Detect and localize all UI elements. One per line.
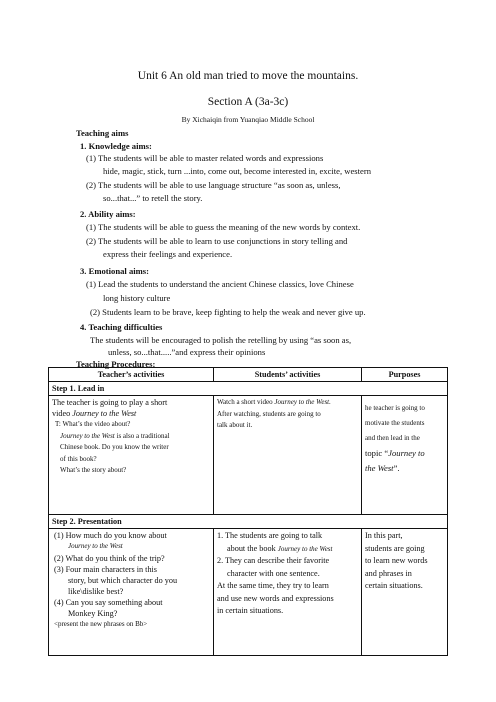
s2-teacher-line: (3) Four main characters in this: [54, 564, 157, 574]
step-1-content-row: [49, 396, 448, 515]
step-2-content-row: [49, 529, 448, 656]
s1-teacher-line: of this book?: [60, 454, 97, 463]
knowledge-aim-1: (1) The students will be able to master related words and expressions: [86, 153, 324, 163]
step-1-students-cell: [214, 396, 362, 515]
step-1-row: [49, 382, 448, 396]
step-1-label: Step 1. Lead in: [49, 382, 448, 396]
s2-students-line: 2. They can describe their favorite: [217, 556, 330, 565]
ability-aim-1: (1) The students will be able to guess the meaning of the new words by context.: [86, 222, 361, 232]
step-2-students-cell: [214, 529, 362, 656]
teaching-aims-heading: Teaching aims: [76, 128, 129, 138]
s1-students-line: talk about it.: [217, 421, 253, 429]
ability-aim-2: (2) The students will be able to learn to use conjunctions in story telling and: [86, 236, 348, 246]
ability-aim-2-cont: express their feelings and experience.: [103, 249, 233, 259]
teaching-difficulty-1-cont: unless, so...that.....”and express their opinions: [108, 347, 266, 357]
s2-teacher-line: story, but which character do you: [68, 575, 178, 585]
s2-students-line: character with one sentence.: [227, 568, 320, 578]
s1-purpose-line: he teacher is going to: [365, 404, 425, 412]
s2-teacher-line: (4) Can you say something about: [54, 597, 163, 607]
header-teacher: Teacher’s activities: [49, 368, 214, 382]
s2-students-line: about the book Journey to the West: [227, 543, 333, 553]
s1-teacher-line: Journey to the West is also a traditional: [60, 431, 170, 440]
step-2-teacher-cell: [49, 529, 214, 656]
step-1-purpose-cell: [362, 396, 448, 515]
header-purposes: Purposes: [362, 368, 448, 382]
step-1-teacher-cell: [49, 396, 214, 515]
knowledge-aims-heading: 1. Knowledge aims:: [80, 141, 152, 151]
s2-purpose-line: to learn new words: [365, 556, 428, 565]
s2-teacher-line: (1) How much do you know about: [54, 531, 167, 540]
emotional-aim-2: (2) Students learn to be brave, keep fighting to help the weak and never give up.: [90, 307, 366, 317]
s1-teacher-line: T: What’s the video about?: [55, 420, 131, 428]
s2-students-line: and use new words and expressions: [217, 593, 334, 603]
step-2-label: Step 2. Presentation: [49, 515, 448, 529]
s1-students-line: Watch a short video Journey to the West.: [217, 398, 331, 406]
knowledge-aim-2: (2) The students will be able to use language structure “as soon as, unless,: [86, 180, 341, 190]
s1-teacher-line: video Journey to the West: [52, 409, 137, 418]
s1-teacher-line: Chinese book. Do you know the writer: [60, 443, 169, 451]
ability-aims-heading: 2. Ability aims:: [80, 209, 136, 219]
s2-purpose-line: and phrases in: [365, 568, 412, 578]
header-students: Students’ activities: [214, 368, 362, 382]
s1-purpose-line: the West”.: [365, 463, 400, 473]
procedures-table: [48, 367, 448, 656]
knowledge-aim-2-cont: so...that...” to retell the story.: [103, 193, 203, 203]
s1-purpose-line: topic “Journey to: [365, 448, 425, 458]
table-header-row: [49, 368, 448, 382]
author-byline: By Xichaiqin from Yuanqiao Middle School: [181, 115, 315, 124]
teaching-procedures-heading: Teaching Procedures:: [76, 359, 156, 369]
s2-teacher-line: <present the new phrases on Bb>: [54, 619, 148, 628]
s1-students-line: After watching, students are going to: [217, 409, 321, 418]
s2-purpose-line: students are going: [365, 543, 425, 553]
step-2-row: [49, 515, 448, 529]
emotional-aims-heading: 3. Emotional aims:: [80, 266, 149, 276]
s1-teacher-line: What’s the story about?: [60, 466, 127, 474]
emotional-aim-1: (1) Lead the students to understand the ancient Chinese classics, love Chinese: [86, 279, 354, 289]
knowledge-aim-1-words: hide, magic, stick, turn ...into, come out, become interested in, excite, western: [103, 166, 371, 176]
s2-students-line: At the same time, they try to learn: [217, 581, 329, 590]
s1-purpose-line: and then lead in the: [365, 434, 420, 442]
s2-teacher-line: (2) What do you think of the trip?: [54, 553, 165, 563]
teaching-difficulty-1: The students will be encouraged to polish the retelling by using “as soon as,: [90, 335, 352, 345]
teaching-difficulties-heading: 4. Teaching difficulties: [80, 322, 163, 332]
emotional-aim-1-cont: long history culture: [103, 293, 171, 303]
s2-teacher-line: Journey to the West: [68, 542, 123, 550]
section-title: Section A (3a-3c): [207, 96, 289, 108]
s2-teacher-line: Monkey King?: [68, 608, 118, 618]
s2-students-line: in certain situations.: [217, 606, 284, 615]
s1-purpose-line: motivate the students: [365, 419, 425, 427]
unit-title: Unit 6 An old man tried to move the mountains.: [137, 70, 359, 82]
s2-purpose-line: In this part,: [365, 531, 403, 540]
s2-purpose-line: certain situations.: [365, 581, 423, 590]
s1-teacher-line: The teacher is going to play a short: [52, 398, 168, 407]
s2-teacher-line: like\dislike best?: [68, 586, 124, 596]
s2-students-line: 1. The students are going to talk: [217, 531, 323, 540]
step-2-purpose-cell: [362, 529, 448, 656]
